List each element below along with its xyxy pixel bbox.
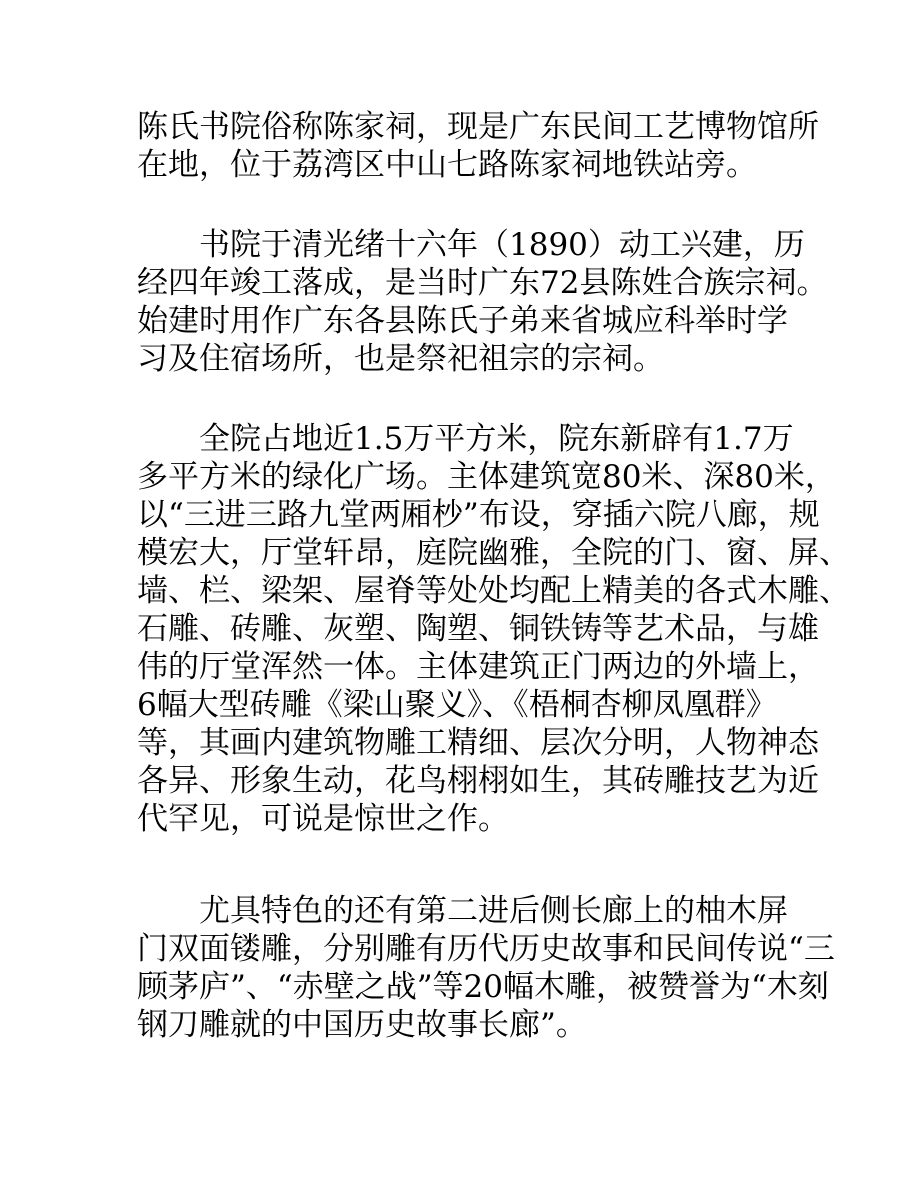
paragraph-line: 等，其画内建筑物雕工精细、层次分明，人物神态 [137, 725, 819, 761]
paragraph-line: 在地，位于荔湾区中山七路陈家祠地铁站旁。 [137, 147, 757, 183]
paragraph-line: 书院于清光绪十六年（1890）动工兴建，历 [137, 227, 805, 263]
paragraph-1 [137, 108, 817, 184]
paragraph-line: 各异、形象生动，花鸟栩栩如生，其砖雕技艺为近 [137, 763, 819, 799]
paragraph-line: 墙、栏、梁架、屋脊等处处均配上精美的各式木雕、 [137, 573, 850, 609]
paragraph-line: 经四年竣工落成，是当时广东72县陈姓合族宗祠。 [137, 265, 828, 301]
paragraph-line: 始建时用作广东各县陈氏子弟来省城应科举时学 [137, 303, 788, 339]
paragraph-line: 门双面镂雕，分别雕有历代历史故事和民间传说“三 [137, 931, 835, 967]
paragraph-line: 全院占地近1.5万平方米，院东新辟有1.7万 [137, 421, 794, 457]
paragraph-line: 陈氏书院俗称陈家祠，现是广东民间工艺博物馆所 [137, 109, 819, 145]
paragraph-line: 顾茅庐”、“赤壁之战”等20幅木雕，被赞誉为“木刻 [137, 969, 829, 1005]
paragraph-line: 石雕、砖雕、灰塑、陶塑、铜铁铸等艺术品，与雄 [137, 611, 819, 647]
paragraph-line: 代罕见，可说是惊世之作。 [137, 801, 509, 837]
paragraph-line: 以“三进三路九堂两厢杪”布设，穿插六院八廊，规 [137, 497, 820, 533]
paragraph-line: 伟的厅堂浑然一体。主体建筑正门两边的外墙上， [137, 649, 819, 685]
paragraph-line: 习及住宿场所，也是祭祀祖宗的宗祠。 [137, 341, 664, 377]
paragraph-4 [137, 892, 835, 1044]
paragraph-line: 多平方米的绿化广场。主体建筑宽80米、深80米， [137, 459, 836, 495]
paragraph-line: 钢刀雕就的中国历史故事长廊”。 [137, 1007, 587, 1043]
paragraph-2 [137, 226, 828, 378]
paragraph-line: 尤具特色的还有第二进后侧长廊上的柚木屏 [137, 893, 788, 929]
paragraph-3 [137, 420, 850, 838]
paragraph-line: 模宏大，厅堂轩昂，庭院幽雅，全院的门、窗、屏、 [137, 535, 850, 571]
paragraph-line: 6幅大型砖雕《梁山聚义》、《梧桐杏柳凤凰群》 [137, 687, 777, 723]
